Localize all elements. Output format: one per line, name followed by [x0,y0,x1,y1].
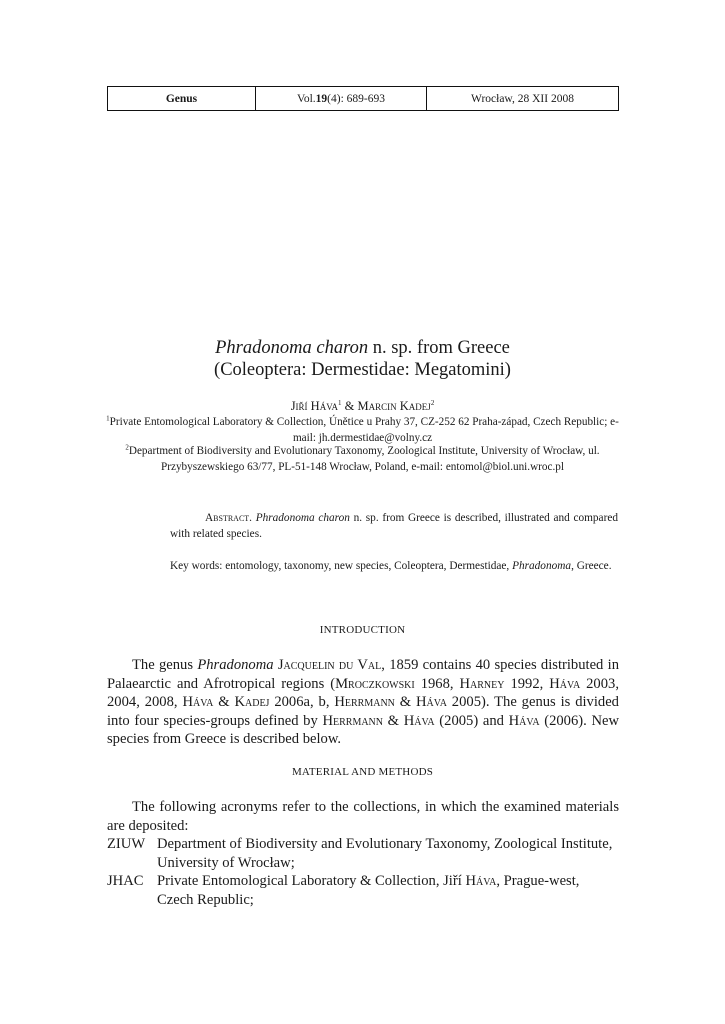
author-2: Marcin Kadej [357,399,431,413]
affiliation-2: $^2$Department of Biodiversity and Evolutionary Taxonomy, Zoological Institute, University of Wrocław, ul. Przybyszewskiego 63/77, PL-51-148 Wrocław, Poland, e-mail: entomol@biol.uni.wroc.pl [125,443,600,473]
author-line: Jiří Háva$^1$ & Marcin Kadej$^2$ [290,398,435,413]
methods-intro: The following acronyms refer to the collections, in which the examined materials are deposited: [107,799,619,834]
journal-name: Genus [108,87,256,110]
title-line2: (Coleoptera: Dermestidae: Megatomini) [214,360,511,380]
abstract-label: Abstract. [205,512,252,524]
methods-heading: MATERIAL AND METHODS [291,766,434,778]
introduction-heading: INTRODUCTION [319,624,406,636]
acronym-description: Private Entomological Laboratory & Collection, Jiří Háva, Prague-west, Czech Republic; [157,873,580,908]
introduction-paragraph: The genus Phradonoma Jacquelin du Val, 1859 contains 40 species distributed in Palaearctic and Afrotropical regions (Mroczkowski 1968, Harney 1992, Háva 2003, 2004, 2008, Háva & Kadej 2006a, b, Herrmann & Háva 2005). The genus is divided into four species-groups defined by Herrmann & Háva (2005) and Háva (2006). New species from Greece is described below. [107,657,619,748]
title-species: Phradonoma charon [215,338,369,358]
acronym-description: Department of Biodiversity and Evolutionary Taxonomy, Zoological Institute, University of Wrocław; [157,836,613,871]
publication-date: Wrocław, 28 XII 2008 [471,92,574,105]
acronym-code: ZIUW [107,836,146,852]
volume-info: Vol. 19 (4): 689-693 [256,87,427,110]
author-1: Jiří Háva [290,399,339,413]
list-item [107,835,619,872]
paper-title: Phradonoma charon n. sp. from Greece (Coleoptera: Dermestidae: Megatomini) [0,337,725,381]
acronym-list [107,835,619,909]
affiliation-1: $^1$Private Entomological Laboratory & Collection, Únětice u Prahy 37, CZ-252 62 Praha-západ, Czech Republic; e-mail: jh.dermestidae@volny.cz [106,414,619,444]
journal-header [107,86,619,111]
abstract: Abstract. Phradonoma charon n. sp. from Greece is described, illustrated and compared with related species. [170,512,618,540]
list-item [107,872,619,909]
keywords: Key words: entomology, taxonomy, new species, Coleoptera, Dermestidae, Phradonoma, Greece. [170,560,612,572]
acronym-code: JHAC [107,873,144,890]
